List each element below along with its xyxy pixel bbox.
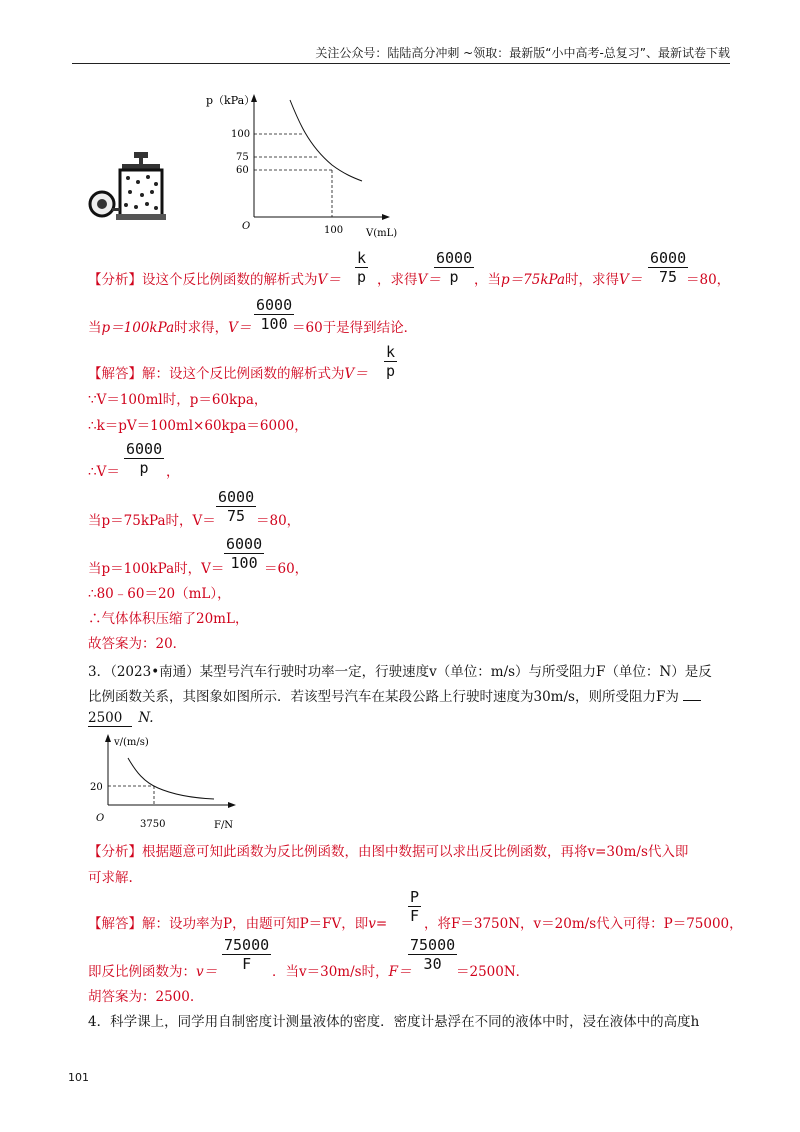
fraction-6000-over-100-2: $\frac{6000}{100}$ bbox=[226, 535, 263, 572]
fraction-k-over-p: $\frac{k}{p}$ bbox=[357, 249, 367, 286]
fraction-75000-over-F: $\frac{75000}{F}$ bbox=[224, 936, 270, 973]
q2-solution-line7: ∴80﹣60＝20（mL）， bbox=[88, 586, 231, 602]
q2-solution-line3: ∴k＝pV＝100ml×60kpa＝6000， bbox=[88, 418, 308, 434]
q3-solution-line2b: ．当v＝30m/s时，F＝ bbox=[272, 964, 412, 980]
fraction-6000-over-100: $\frac{6000}{100}$ bbox=[256, 296, 293, 333]
pressure-volume-graph bbox=[198, 90, 408, 240]
q3-solution-line3: 胡答案为：2500. bbox=[88, 989, 195, 1005]
q3-answer-line: 2500 N. bbox=[88, 710, 154, 726]
q3-stem-line2: 比例函数关系，其图象如图所示．若该型号汽车在某段公路上行驶时速度为30m/s，则所受阻力F为 bbox=[88, 685, 701, 705]
fraction-75000-over-30: $\frac{75000}{30}$ bbox=[410, 936, 456, 973]
inverse-curve-2 bbox=[128, 758, 214, 799]
page-number: 101 bbox=[68, 1071, 89, 1084]
syringe-apparatus-figure bbox=[86, 150, 176, 222]
y-axis-label: p（kPa） bbox=[206, 94, 256, 107]
q2-solution-line2: ∵V＝100ml时，p＝60kpa， bbox=[88, 392, 268, 408]
x-axis-label-2: F/N bbox=[214, 820, 234, 831]
fraction-6000-over-p-2: $\frac{6000}{p}$ bbox=[126, 440, 163, 477]
y-tick-100: 100 bbox=[231, 129, 251, 140]
fraction-6000-over-75-2: $\frac{6000}{75}$ bbox=[218, 488, 255, 525]
velocity-force-graph bbox=[84, 732, 244, 832]
q3-analysis-line1: 【分析】根据题意可知此函数为反比例函数，由图中数据可以求出反比例函数，再将v=30m/s代入即 bbox=[88, 844, 689, 860]
q2-solution-line5: 当p＝75kPa时，V＝ bbox=[88, 513, 216, 529]
q3-answer: 2500 bbox=[88, 710, 132, 727]
q4-stem: 4．科学课上，同学用自制密度计测量液体的密度．密度计悬浮在不同的液体中时，浸在液体中的高度h bbox=[88, 1014, 700, 1030]
q2-solution-line9: 故答案为：20． bbox=[88, 636, 187, 652]
fraction-6000-over-p: $\frac{6000}{p}$ bbox=[436, 249, 473, 286]
y-axis-label-2: v/(m/s) bbox=[114, 737, 149, 748]
origin-label: O bbox=[242, 221, 251, 232]
q2-analysis-line2: 当p＝100kPa时求得，V＝ bbox=[88, 320, 252, 336]
fraction-6000-over-75: $\frac{6000}{75}$ bbox=[650, 249, 687, 286]
q2-solution-line6: 当p＝100kPa时，V＝ bbox=[88, 561, 225, 577]
fraction-P-over-F: $\frac{P}{F}$ bbox=[410, 888, 420, 925]
y-tick-60: 60 bbox=[236, 165, 249, 176]
q2-solution-line4b: ， bbox=[166, 464, 180, 480]
q3-solution-line1b: ，将F＝3750N，v＝20m/s代入可得：P＝75000， bbox=[424, 916, 743, 932]
x-axis-label: V(mL) bbox=[366, 228, 398, 239]
x-tick-3750: 3750 bbox=[140, 819, 166, 830]
origin-label-2: O bbox=[96, 813, 105, 824]
inverse-curve bbox=[290, 100, 362, 181]
y-tick-75: 75 bbox=[236, 152, 249, 163]
header-divider bbox=[72, 63, 730, 64]
q2-solution-line5b: ＝80， bbox=[256, 513, 301, 529]
q2-analysis-line1c: ，当p＝75kPa时，求得V＝ bbox=[474, 272, 643, 288]
q3-solution-line2c: ＝2500N． bbox=[456, 964, 530, 980]
q3-solution-line2: 即反比例函数为：v＝ bbox=[88, 964, 218, 980]
y-tick-20: 20 bbox=[90, 782, 103, 793]
x-tick-100: 100 bbox=[324, 225, 344, 236]
q2-solution-line6b: ＝60， bbox=[264, 561, 309, 577]
q2-analysis-line1b: ，求得V＝ bbox=[377, 272, 441, 288]
q2-solution-line4: ∴V＝ bbox=[88, 464, 120, 480]
fraction-k-over-p-2: $\frac{k}{p}$ bbox=[386, 343, 396, 380]
q2-analysis-line1: 【分析】设这个反比例函数的解析式为V＝ bbox=[88, 272, 341, 288]
q3-stem-line1: 3．（2023•南通）某型号汽车行驶时功率一定，行驶速度v（单位：m/s）与所受阻力F（单位：N）是反 bbox=[88, 664, 712, 680]
q2-analysis-line1d: ＝80， bbox=[686, 272, 731, 288]
q3-solution-line1: 【解答】解：设功率为P，由题可知P＝FV，即v= bbox=[88, 916, 388, 932]
q3-analysis-line2: 可求解. bbox=[88, 870, 133, 886]
q2-analysis-line2b: ＝60于是得到结论． bbox=[292, 320, 418, 336]
q2-solution-line8: ∴气体体积压缩了20mL， bbox=[88, 611, 249, 627]
page-header: 关注公众号：陆陆高分冲刺 ~领取：最新版“小中高考-总复习”、最新试卷下载 bbox=[315, 46, 730, 60]
q2-solution-line1: 【解答】解：设这个反比例函数的解析式为V＝ bbox=[88, 366, 368, 382]
